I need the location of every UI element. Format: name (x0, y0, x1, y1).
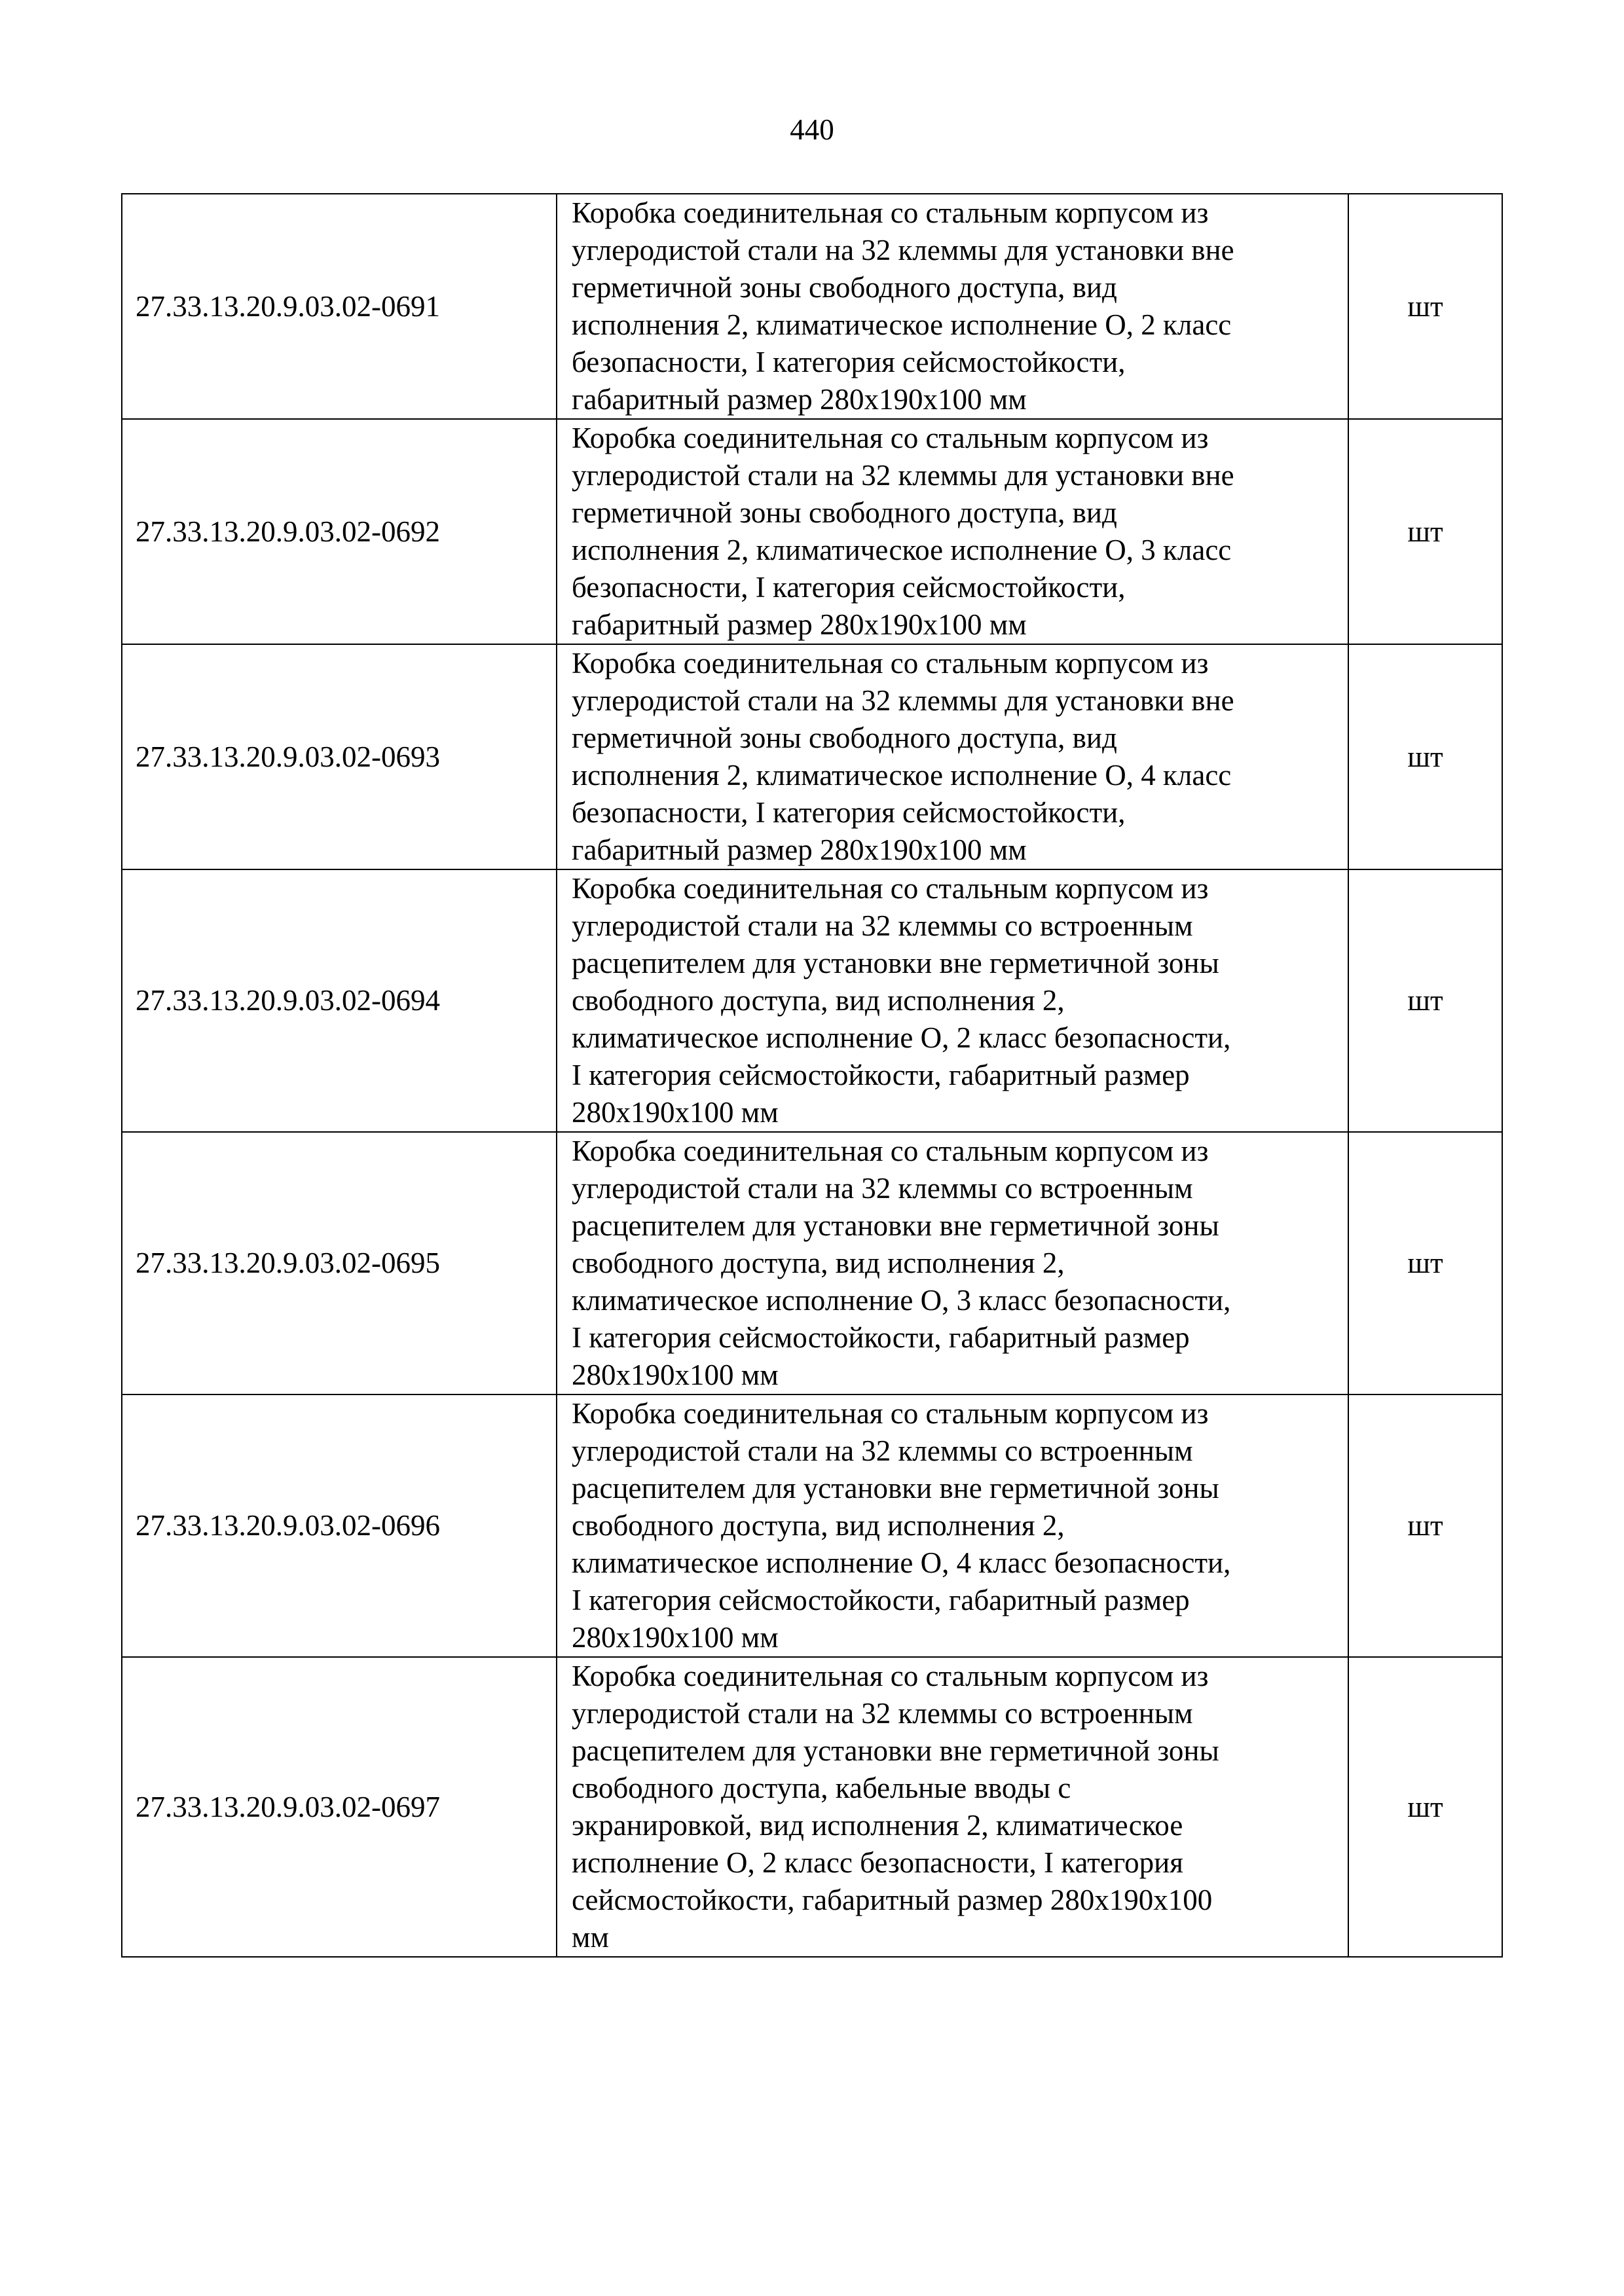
item-description-cell (557, 644, 1348, 869)
description-line: углеродистой стали на 32 клеммы со встроенным (572, 909, 1193, 942)
description-line: исполнения 2, климатическое исполнение О, 3 класс (572, 534, 1232, 566)
description-line: 280х190х100 мм (572, 1096, 779, 1129)
description-line: углеродистой стали на 32 клеммы для установки вне (572, 234, 1234, 266)
description-line: Коробка соединительная со стальным корпусом из (572, 647, 1209, 680)
item-code-cell: 27.33.13.20.9.03.02-0697 (122, 1657, 557, 1957)
item-unit-cell: шт (1348, 419, 1502, 644)
item-code-cell: 27.33.13.20.9.03.02-0693 (122, 644, 557, 869)
description-line: габаритный размер 280х190х100 мм (572, 608, 1027, 641)
description-line: Коробка соединительная со стальным корпусом из (572, 1135, 1209, 1167)
description-line: I категория сейсмостойкости, габаритный размер (572, 1059, 1190, 1091)
item-code-cell: 27.33.13.20.9.03.02-0691 (122, 194, 557, 419)
description-line: расцепителем для установки вне герметичной зоны (572, 1209, 1219, 1242)
table-row (122, 869, 1502, 1132)
description-line: безопасности, I категория сейсмостойкости, (572, 796, 1126, 829)
description-line: Коробка соединительная со стальным корпусом из (572, 422, 1209, 454)
item-unit-cell: шт (1348, 869, 1502, 1132)
description-line: углеродистой стали на 32 клеммы для установки вне (572, 684, 1234, 717)
item-description-cell (557, 194, 1348, 419)
item-description-cell (557, 419, 1348, 644)
table-row (122, 1132, 1502, 1394)
description-line: герметичной зоны свободного доступа, вид (572, 496, 1117, 529)
description-line: I категория сейсмостойкости, габаритный размер (572, 1584, 1190, 1616)
description-line: 280х190х100 мм (572, 1358, 779, 1391)
description-line: исполнения 2, климатическое исполнение О, 2 класс (572, 308, 1232, 341)
catalog-table-body (122, 194, 1502, 1957)
description-line: Коробка соединительная со стальным корпусом из (572, 1660, 1209, 1692)
description-line: Коробка соединительная со стальным корпусом из (572, 872, 1209, 905)
description-line: свободного доступа, вид исполнения 2, (572, 984, 1065, 1017)
description-line: свободного доступа, вид исполнения 2, (572, 1509, 1065, 1542)
description-line: безопасности, I категория сейсмостойкости, (572, 346, 1126, 378)
description-line: габаритный размер 280х190х100 мм (572, 833, 1027, 866)
description-line: мм (572, 1921, 609, 1954)
item-description-cell (557, 1132, 1348, 1394)
description-line: сейсмостойкости, габаритный размер 280х190х100 (572, 1884, 1213, 1916)
description-line: герметичной зоны свободного доступа, вид (572, 271, 1117, 304)
description-line: углеродистой стали на 32 клеммы со встроенным (572, 1434, 1193, 1467)
table-row (122, 1657, 1502, 1957)
description-line: климатическое исполнение О, 4 класс безопасности, (572, 1546, 1231, 1579)
item-unit-cell: шт (1348, 1132, 1502, 1394)
description-line: исполнения 2, климатическое исполнение О, 4 класс (572, 759, 1232, 792)
item-code-cell: 27.33.13.20.9.03.02-0695 (122, 1132, 557, 1394)
table-row (122, 194, 1502, 419)
description-line: свободного доступа, кабельные вводы с (572, 1772, 1071, 1804)
description-line: свободного доступа, вид исполнения 2, (572, 1247, 1065, 1279)
description-line: углеродистой стали на 32 клеммы для установки вне (572, 459, 1234, 492)
description-line: габаритный размер 280х190х100 мм (572, 383, 1027, 416)
item-description-cell (557, 1657, 1348, 1957)
item-description-cell (557, 869, 1348, 1132)
description-line: I категория сейсмостойкости, габаритный размер (572, 1321, 1190, 1354)
page-number: 440 (790, 113, 834, 146)
description-line: углеродистой стали на 32 клеммы со встроенным (572, 1697, 1193, 1730)
description-line: климатическое исполнение О, 3 класс безопасности, (572, 1284, 1231, 1317)
item-unit-cell: шт (1348, 1394, 1502, 1657)
item-description-cell (557, 1394, 1348, 1657)
item-code-cell: 27.33.13.20.9.03.02-0692 (122, 419, 557, 644)
item-code-cell: 27.33.13.20.9.03.02-0694 (122, 869, 557, 1132)
item-unit-cell: шт (1348, 1657, 1502, 1957)
description-line: экранировкой, вид исполнения 2, климатическое (572, 1809, 1183, 1842)
item-unit-cell: шт (1348, 194, 1502, 419)
description-line: герметичной зоны свободного доступа, вид (572, 721, 1117, 754)
description-line: климатическое исполнение О, 2 класс безопасности, (572, 1021, 1231, 1054)
item-unit-cell: шт (1348, 644, 1502, 869)
description-line: расцепителем для установки вне герметичной зоны (572, 1472, 1219, 1504)
item-code-cell: 27.33.13.20.9.03.02-0696 (122, 1394, 557, 1657)
catalog-table (121, 193, 1503, 1958)
description-line: безопасности, I категория сейсмостойкости, (572, 571, 1126, 604)
description-line: расцепителем для установки вне герметичной зоны (572, 947, 1219, 979)
description-line: Коробка соединительная со стальным корпусом из (572, 1397, 1209, 1430)
description-line: исполнение О, 2 класс безопасности, I категория (572, 1846, 1183, 1879)
description-line: расцепителем для установки вне герметичной зоны (572, 1734, 1219, 1767)
description-line: углеродистой стали на 32 клеммы со встроенным (572, 1172, 1193, 1205)
table-row (122, 1394, 1502, 1657)
table-row (122, 644, 1502, 869)
table-row (122, 419, 1502, 644)
description-line: 280х190х100 мм (572, 1621, 779, 1654)
description-line: Коробка соединительная со стальным корпусом из (572, 196, 1209, 229)
